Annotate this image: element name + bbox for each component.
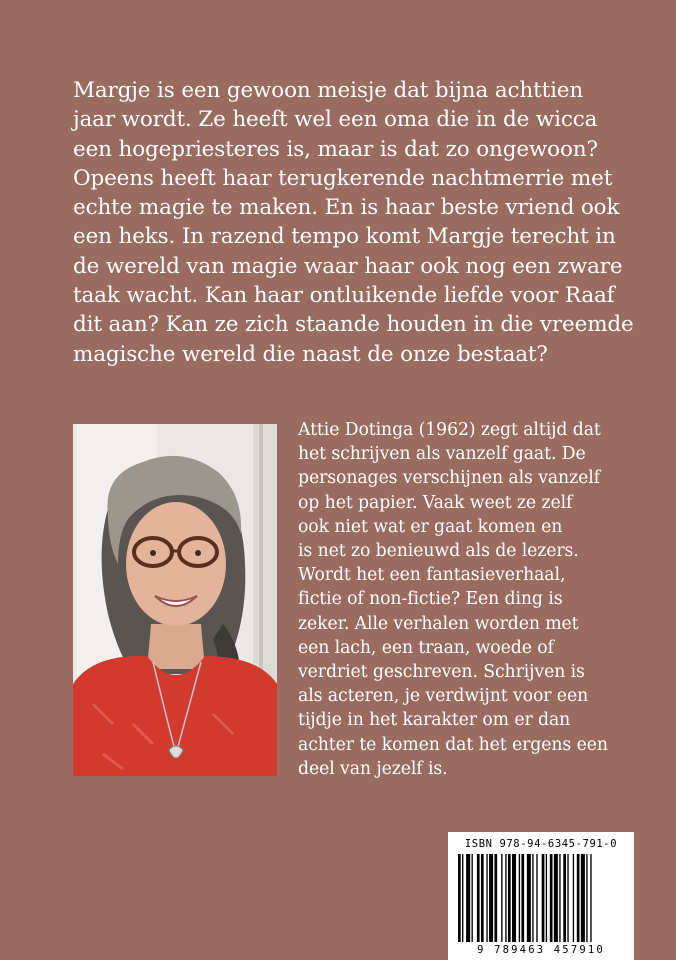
- isbn-label: ISBN 978-94-6345-791-0: [464, 838, 618, 850]
- bio-line: Wordt het een fantasieverhaal,: [298, 565, 566, 586]
- bio-line: is net zo benieuwd als de lezers.: [298, 541, 579, 562]
- bio-line: achter te komen dat het ergens een: [298, 734, 608, 755]
- barcode-stripe: [477, 854, 480, 942]
- barcode-stripe: [472, 854, 473, 942]
- bio-line: verdriet geschreven. Schrijven is: [298, 662, 585, 683]
- blurb-line: magische wereld die naast de onze bestaat?: [73, 341, 548, 367]
- back-cover-blurb: [73, 76, 633, 369]
- barcode-digits: 9 789463 457910: [477, 944, 605, 956]
- blurb-line: een hogepriesteres is, maar is dat zo ongewoon?: [73, 136, 598, 162]
- blurb-line: Opeens heeft haar terugkerende nachtmerrie met: [73, 165, 613, 191]
- blurb-line: echte magie te maken. En is haar beste vriend ook: [73, 195, 620, 221]
- barcode-stripe: [494, 854, 497, 942]
- blurb-line: een heks. In razend tempo komt Margje terecht in: [73, 224, 616, 250]
- barcode-stripe: [554, 854, 558, 942]
- barcode-stripe: [481, 854, 484, 942]
- barcode-stripe: [501, 854, 502, 942]
- barcode-stripe: [512, 854, 516, 942]
- bio-line: deel van jezelf is.: [298, 758, 448, 779]
- barcode-stripe: [567, 854, 568, 942]
- barcode-stripe: [546, 854, 547, 942]
- bio-line: fictie of non-fictie? Een ding is: [298, 589, 563, 610]
- barcode-bars: [458, 854, 624, 944]
- barcode-stripe: [532, 854, 533, 942]
- blurb-line: dit aan? Kan ze zich staande houden in die vreemde: [73, 312, 634, 338]
- blurb-line: jaar wordt. Ze heeft wel een oma die in de wicca: [73, 107, 598, 133]
- barcode-stripe: [590, 854, 591, 942]
- bio-line: Attie Dotinga (1962) zegt altijd dat: [298, 420, 601, 440]
- blurb-line: taak wacht. Kan haar ontluikende liefde voor Raaf: [73, 283, 615, 309]
- bio-line: personages verschijnen als vanzelf: [298, 468, 600, 489]
- barcode-stripe: [486, 854, 487, 942]
- barcode-stripe: [466, 854, 470, 942]
- barcode-stripe: [505, 854, 506, 942]
- bio-line: het schrijven als vanzelf gaat. De: [298, 444, 586, 465]
- barcode-stripe: [559, 854, 560, 942]
- bio-line: tijdje in het karakter om er dan: [298, 710, 571, 731]
- barcode-stripe: [542, 854, 545, 942]
- isbn-barcode: [448, 832, 634, 960]
- bio-line: zeker. Alle verhalen worden met: [298, 613, 579, 634]
- barcode-stripe: [577, 854, 580, 942]
- author-bio: [298, 418, 638, 781]
- barcode-stripe: [563, 854, 566, 942]
- barcode-stripe: [508, 854, 511, 942]
- author-photo: [73, 424, 277, 776]
- blurb-line: de wereld van magie waar haar ook nog een zware: [73, 253, 623, 279]
- bio-line: als acteren, je verdwijnt voor een: [298, 686, 589, 707]
- bio-line: op het papier. Vaak weet ze zelf: [298, 492, 573, 513]
- barcode-stripe: [527, 854, 531, 942]
- bio-line: een lach, een traan, woede of: [298, 637, 554, 658]
- barcode-stripe: [573, 854, 574, 942]
- barcode-stripe: [581, 854, 585, 942]
- barcode-stripe: [462, 854, 463, 942]
- barcode-stripe: [521, 854, 524, 942]
- barcode-stripe: [519, 854, 520, 942]
- barcode-stripe: [550, 854, 553, 942]
- author-portrait-image: [73, 424, 277, 776]
- barcode-stripe: [536, 854, 537, 942]
- barcode-stripe: [489, 854, 493, 942]
- barcode-stripe: [458, 854, 461, 942]
- blurb-line: Margje is een gewoon meisje dat bijna achttien: [73, 78, 584, 103]
- barcode-stripe: [586, 854, 587, 942]
- bio-line: ook niet wat er gaat komen en: [298, 516, 563, 537]
